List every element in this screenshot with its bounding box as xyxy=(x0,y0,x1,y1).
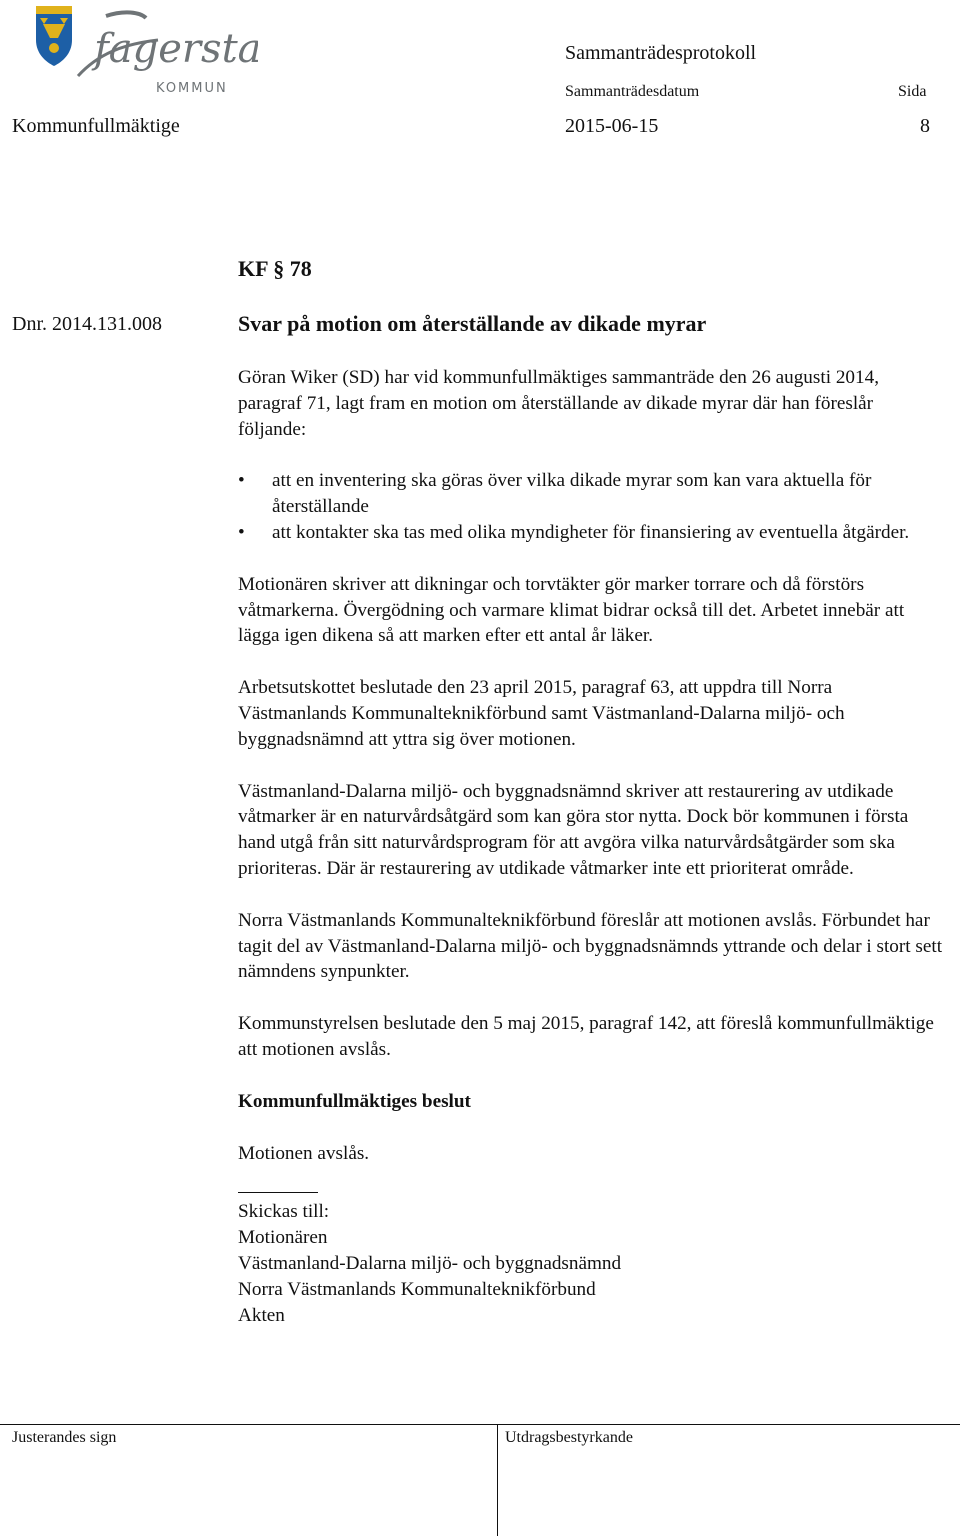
body-paragraph: Norra Västmanlands Kommunalteknikförbund föreslår att motionen avslås. Förbundet har tagit del av Västmanland-Dalarna miljö- och byggnadsnämnds yttrande och delar i stort sett nämndens synpunkter. xyxy=(238,909,943,983)
body-paragraph: Västmanland-Dalarna miljö- och byggnadsnämnd skriver att restaurering av utdikade våtmarker är en naturvårdsåtgärd som kan göra stor nytta. Dock bör kommunen i första hand utgå från sitt naturvårdsprogram för att avgöra vilka naturvårdsåtgärder som ska prioriteras. Där är restaurering av utdikade våtmarker inte ett prioriterat område. xyxy=(238,780,909,879)
organ-name: Kommunfullmäktige xyxy=(12,115,180,137)
logo-wordmark: fagersta xyxy=(94,26,258,72)
list-item-text: att kontakter ska tas med olika myndigheter för finansiering av eventuella åtgärder. xyxy=(272,521,910,543)
recipient: Akten xyxy=(238,1304,285,1326)
footer-column-divider xyxy=(497,1424,498,1536)
diary-number: Dnr. 2014.131.008 xyxy=(12,313,162,335)
body-paragraph: Kommunstyrelsen beslutade den 5 maj 2015, paragraf 142, att föreslå kommunfullmäktige att motionen avslås. xyxy=(238,1013,934,1060)
case-title: Svar på motion om återställande av dikade myrar xyxy=(238,311,707,336)
page-number: 8 xyxy=(920,115,930,137)
decision-text: Motionen avslås. xyxy=(238,1142,370,1164)
page-label: Sida xyxy=(898,83,927,100)
divider xyxy=(238,1192,318,1193)
extract-certification-label: Utdragsbestyrkande xyxy=(505,1429,633,1446)
recipient: Norra Västmanlands Kommunalteknikförbund xyxy=(238,1278,596,1300)
body-paragraph: Motionären skriver att dikningar och torvtäkter gör marker torrare och då förstörs våtmarkerna. Övergödning och varmare klimat bidrar också till det. Arbetet innebär att lägga igen dikena så att marken efter ett antal år läker. xyxy=(238,573,905,647)
signature-label: Justerandes sign xyxy=(12,1429,117,1446)
list-item xyxy=(238,468,943,520)
recipient: Motionären xyxy=(238,1227,328,1249)
recipient: Västmanland-Dalarna miljö- och byggnadsnämnd xyxy=(238,1252,622,1274)
protocol-title: Sammanträdesprotokoll xyxy=(565,42,757,64)
coat-of-arms-icon xyxy=(28,4,258,98)
sent-to-label: Skickas till: xyxy=(238,1201,330,1223)
fagersta-kommun-logo xyxy=(28,4,258,98)
recipients-block xyxy=(238,1199,943,1328)
bullet-icon: • xyxy=(238,470,245,492)
intro-paragraph: Göran Wiker (SD) har vid kommunfullmäktiges sammanträde den 26 augusti 2014, paragraf 71, lagt fram en motion om återställande av dikade myrar där han föreslår följande: xyxy=(238,367,879,440)
document-body xyxy=(238,365,943,1328)
footer-divider xyxy=(0,1424,960,1425)
list-item-text: att en inventering ska göras över vilka dikade myrar som kan vara aktuella för återställande xyxy=(272,470,872,518)
list-item xyxy=(238,520,943,546)
body-paragraph: Arbetsutskottet beslutade den 23 april 2015, paragraf 63, att uppdra till Norra Västmanlands Kommunalteknikförbund samt Västmanland-Dalarna miljö- och byggnadsnämnd att yttra sig över motionen. xyxy=(238,677,845,750)
meeting-date: 2015-06-15 xyxy=(565,115,659,137)
meeting-date-label: Sammanträdesdatum xyxy=(565,83,700,100)
decision-heading: Kommunfullmäktiges beslut xyxy=(238,1090,471,1112)
proposal-list xyxy=(238,468,943,545)
case-number: KF § 78 xyxy=(238,256,312,281)
bullet-icon: • xyxy=(238,521,245,543)
logo-subtitle: KOMMUN xyxy=(156,81,228,96)
